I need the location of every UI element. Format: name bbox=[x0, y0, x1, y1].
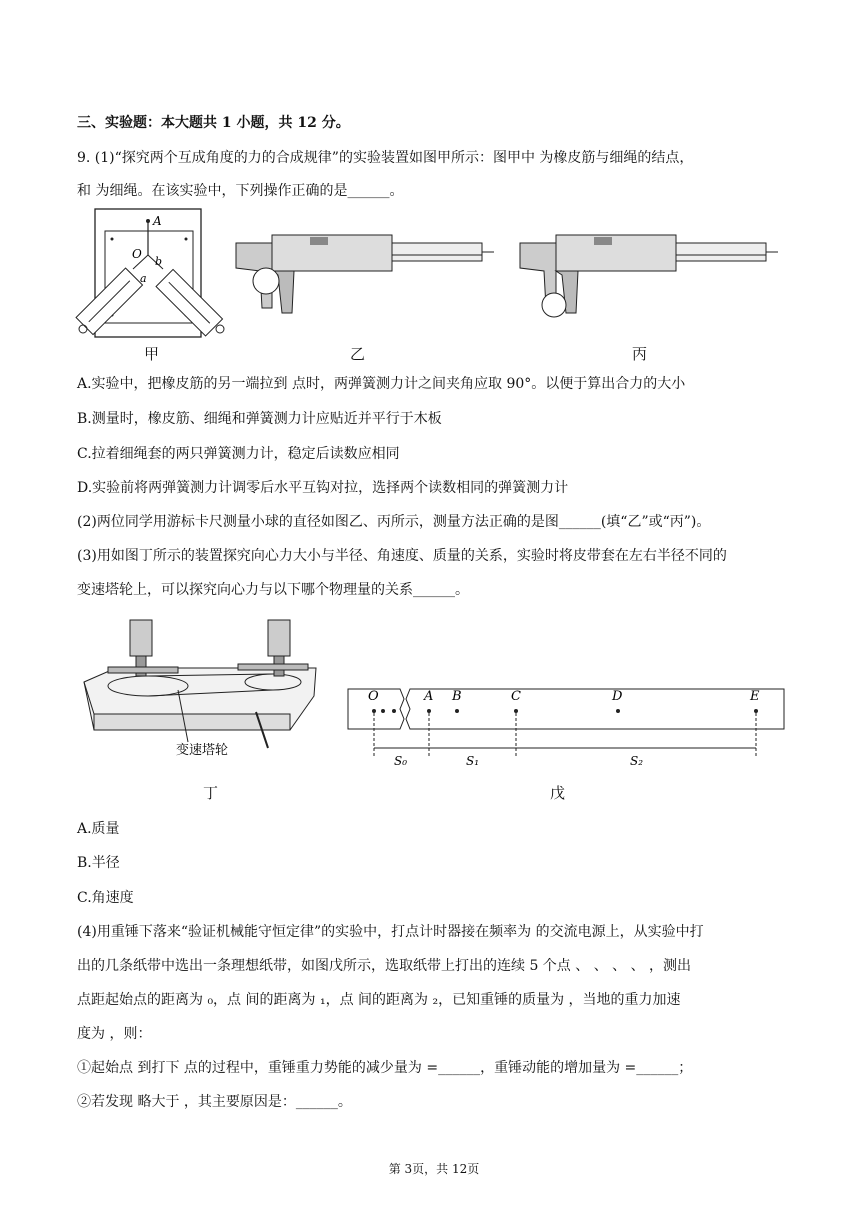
option-C: C.拉着细绳套的两只弹簧测力计，稳定后读数应相同 bbox=[77, 446, 400, 462]
caption-jia: 甲 bbox=[144, 345, 160, 363]
caption-ding: 丁 bbox=[203, 784, 219, 802]
part-4-line4: 度为 ，则： bbox=[77, 1026, 152, 1042]
caption-wu: 戊 bbox=[550, 784, 566, 802]
point-b: b bbox=[155, 255, 163, 268]
point-a: a bbox=[140, 272, 147, 285]
figure-bing-caliper bbox=[516, 213, 778, 318]
part-3-line2: 变速塔轮上，可以探究向心力与以下哪个物理量的关系______。 bbox=[77, 582, 469, 598]
tower-wheel-label: 变速塔轮 bbox=[176, 743, 229, 758]
tape-point-D: D bbox=[612, 689, 623, 704]
figure-jia bbox=[75, 207, 230, 342]
section-title: 三、实验题：本大题共 1 小题，共 12 分。 bbox=[77, 115, 350, 131]
point-A: A bbox=[153, 214, 162, 228]
q9-intro-line1: 9. (1)“探究两个互成角度的力的合成规律”的实验装置如图甲所示：图甲中 为橡皮筋与细绳的结点， bbox=[77, 150, 694, 166]
segment-S2: S₂ bbox=[630, 754, 644, 768]
option3-B: B.半径 bbox=[77, 855, 120, 871]
option3-A: A.质量 bbox=[77, 821, 120, 837]
part-4-line1: (4)用重锤下落来“验证机械能守恒定律”的实验中，打点计时器接在频率为 的交流电源上，从实验中打 bbox=[77, 924, 704, 940]
part-4-line6: ②若发现 略大于 ，其主要原因是：______。 bbox=[77, 1094, 352, 1110]
segment-S0: S₀ bbox=[394, 754, 408, 768]
part-4-line2: 出的几条纸带中选出一条理想纸带，如图戊所示，选取纸带上打出的连续 5 个点 、 、 、 、 ，测出 bbox=[77, 958, 692, 974]
part-4-line5: ①起始点 到打下 点的过程中，重锤重力势能的减少量为 =______，重锤动能的增加量为 =______； bbox=[77, 1060, 693, 1076]
part-4-line3: 点距起始点的距离为 ₀，点 间的距离为 ₁，点 间的距离为 ₂，已知重锤的质量为 ，当地的重力加速 bbox=[77, 992, 681, 1008]
segment-S1: S₁ bbox=[466, 754, 480, 768]
tape-point-A: A bbox=[424, 689, 434, 704]
page-footer: 第 3页，共 12页 bbox=[388, 1162, 480, 1176]
option-B: B.测量时，橡皮筋、细绳和弹簧测力计应贴近并平行于木板 bbox=[77, 411, 442, 427]
option-A: A.实验中，把橡皮筋的另一端拉到 点时，两弹簧测力计之间夹角应取 90°。以便于算出合力的大小 bbox=[77, 376, 686, 392]
tape-point-C: C bbox=[511, 689, 521, 704]
tape-point-E: E bbox=[750, 689, 760, 704]
figure-yi-caliper bbox=[232, 213, 494, 318]
tape-point-B: B bbox=[452, 689, 462, 704]
figure-ding-apparatus bbox=[78, 612, 323, 762]
caption-bing: 丙 bbox=[632, 345, 648, 363]
option-D: D.实验前将两弹簧测力计调零后水平互钩对拉，选择两个读数相同的弹簧测力计 bbox=[77, 480, 569, 496]
part-3-line1: (3)用如图丁所示的装置探究向心力大小与半径、角速度、质量的关系，实验时将皮带套在左右半径不同的 bbox=[77, 548, 727, 564]
tape-dots bbox=[372, 709, 758, 713]
point-O: O bbox=[132, 247, 142, 261]
caption-yi: 乙 bbox=[350, 345, 366, 363]
part-2: (2)两位同学用游标卡尺测量小球的直径如图乙、丙所示，测量方法正确的是图______(填“乙”或“丙”)。 bbox=[77, 514, 711, 530]
q9-intro-line2: 和 为细绳。在该实验中，下列操作正确的是______。 bbox=[77, 183, 404, 199]
tape-point-O: O bbox=[368, 689, 379, 704]
option3-C: C.角速度 bbox=[77, 890, 134, 906]
figure-wu-tape bbox=[346, 683, 786, 773]
